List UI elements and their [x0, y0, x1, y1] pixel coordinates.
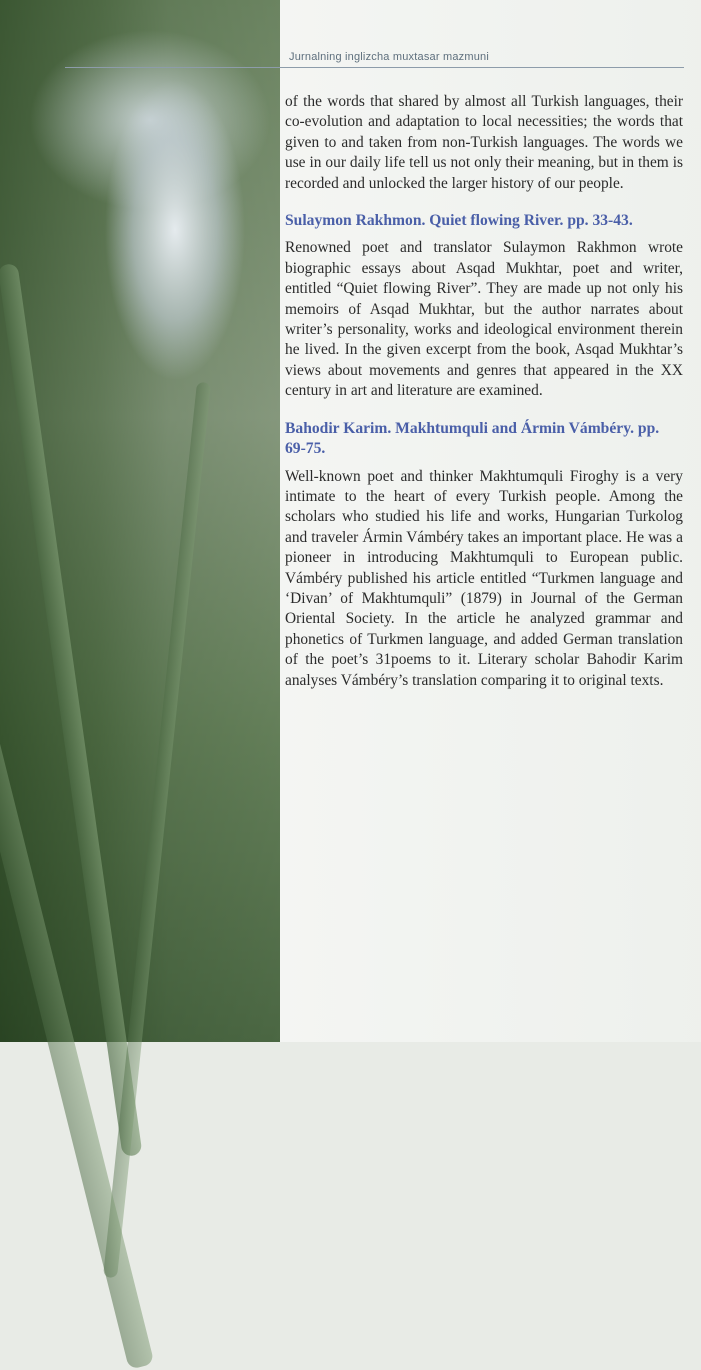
article-heading: Bahodir Karim. Makhtumquli and Ármin Vámbéry. pp. 69-75.	[285, 419, 660, 458]
article-body: Renowned poet and translator Sulaymon Rakhmon wrote biographic essays about Asqad Mukhtar, poet and writer, entitled “Quiet flowing River”. They are made up not only his memoirs of Asqad Mukhtar, but the author narrates about writer’s personality, works and ideological environment therein he lived. In the given excerpt from the book, Asqad Mukhtar’s views about movements and genres that appeared in the XX century in art and literature are examined.	[285, 239, 683, 400]
article-column	[285, 92, 683, 691]
article-body-continued: of the words that shared by almost all Turkish languages, their co-evolution and adaptation to local necessities; the words that given to and taken from non-Turkish languages. The words we use in our daily life tell us not only their meaning, but in them is recorded and unlocked the larger history of our people.	[285, 93, 683, 192]
article-heading: Sulaymon Rakhmon. Quiet flowing River. pp. 33-43.	[285, 212, 633, 230]
flower-stem-shape	[103, 382, 211, 1279]
snowdrop-photo-background	[0, 0, 280, 1042]
article-body: Well-known poet and thinker Makhtumquli Firoghy is a very intimate to the heart of every Turkish people. Among the scholars who studied his life and works, Hungarian Turkolog and traveler Ármin Vámbéry takes an important place. He was a pioneer in introducing Makhtumquli to European public. Vámbéry published his article entitled “Turkmen language and ‘Divan’ of Makhtumquli” (1879) in Journal of the German Oriental Society. In the article he analyzed grammar and phonetics of Turkmen language, and added German translation of the poet’s 31poems to it. Literary scholar Bahodir Karim analyses Vámbéry’s translation comparing it to original texts.	[285, 467, 683, 689]
running-header: Jurnalning inglizcha muxtasar mazmuni	[289, 51, 489, 63]
header-rule	[65, 67, 684, 68]
flower-stem-shape	[0, 490, 154, 1370]
flower-stem-shape	[0, 263, 143, 1157]
